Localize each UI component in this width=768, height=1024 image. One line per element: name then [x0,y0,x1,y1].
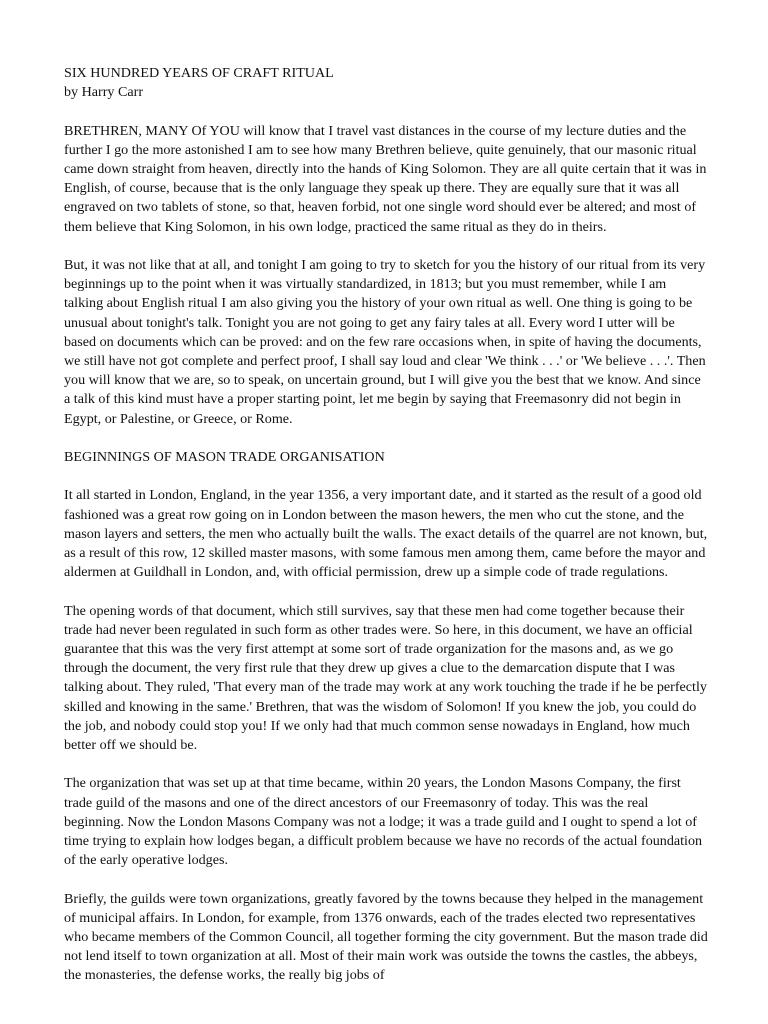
paragraph-section-4: Briefly, the guilds were town organizations, greatly favored by the towns because they helped in the management of municipal affairs. In London, for example, from 1376 onwards, each of the trades elected two representatives who became members of the Common Council, all together forming the city government. But the mason trade did not lend itself to town organization at all. Most of their main work was outside the towns the castles, the abbeys, the monasteries, the defense works, the really big jobs of [64,890,708,984]
paragraph-section-3: The organization that was set up at that time became, within 20 years, the London Masons Company, the first trade guild of the masons and one of the direct ancestors of our Freemasonry of today. This was the real beginning. Now the London Masons Company was not a lodge; it was a trade guild and I ought to spend a lot of time trying to explain how lodges began, a difficult problem because we have no records of the actual foundation of the early operative lodges. [64,775,703,869]
paragraph-section-2: The opening words of that document, which still survives, say that these men had come together because their trade had never been regulated in such form as other trades were. So here, in this document, we have an official guarantee that this was the very first attempt at some sort of trade organization for the masons and, as we go through the document, the very first rule that they drew up gives a clue to the demarcation dispute that I was talking about. They ruled, 'That every man of the trade may work at any work touching the trade if he be perfectly skilled and knowing in the same.' Brethren, that was the wisdom of Solomon! If you knew the job, you could do the job, and nobody could stop you! If we only had that much common sense nowadays in England, how much better off we should be. [64,602,707,754]
document-byline: by Harry Carr [64,84,144,101]
paragraph-intro-2: But, it was not like that at all, and tonight I am going to try to sketch for you the history of our ritual from its very beginnings up to the point when it was virtually standardized, in 1813; but you must remember, while I am talking about English ritual I am also giving you the history of your own ritual as well. One thing is going to be unusual about tonight's talk. Tonight you are not going to get any fairy tales at all. Every word I utter will be based on documents which can be proved: and on the few rare occasions when, in spite of having the documents, we still have not got complete and perfect proof, I shall say loud and clear 'We think . . .' or 'We believe . . .'. Then you will know that we are, so to speak, on uncertain ground, but I will give you the best that we know. And since a talk of this kind must have a proper starting point, let me begin by saying that Freemasonry did not begin in Egypt, or Palestine, or Greece, or Rome. [64,257,706,427]
section-heading: BEGINNINGS OF MASON TRADE ORGANISATION [64,449,385,466]
paragraph-section-1: It all started in London, England, in the year 1356, a very important date, and it started as the result of a good old fashioned was a great row going on in London between the mason hewers, the men who cut the stone, and the mason layers and setters, the men who actually built the walls. The exact details of the quarrel are not known, but, as a result of this row, 12 skilled master masons, with some famous men among them, came before the mayor and aldermen at Guildhall in London, and, with official permission, drew up a simple code of trade regulations. [64,487,708,581]
paragraph-intro-1: BRETHREN, MANY Of YOU will know that I travel vast distances in the course of my lecture duties and the further I go the more astonished I am to see how many Brethren believe, quite genuinely, that our masonic ritual came down straight from heaven, directly into the hands of King Solomon. They are all quite certain that it was in English, of course, because that is the only language they speak up there. They are equally sure that it was all engraved on two tablets of stone, so that, heaven forbid, not one single word should ever be altered; and most of them believe that King Solomon, in his own lodge, practiced the same ritual as they do in theirs. [64,122,707,235]
document-title: SIX HUNDRED YEARS OF CRAFT RITUAL [64,65,334,81]
title-block [64,64,708,102]
